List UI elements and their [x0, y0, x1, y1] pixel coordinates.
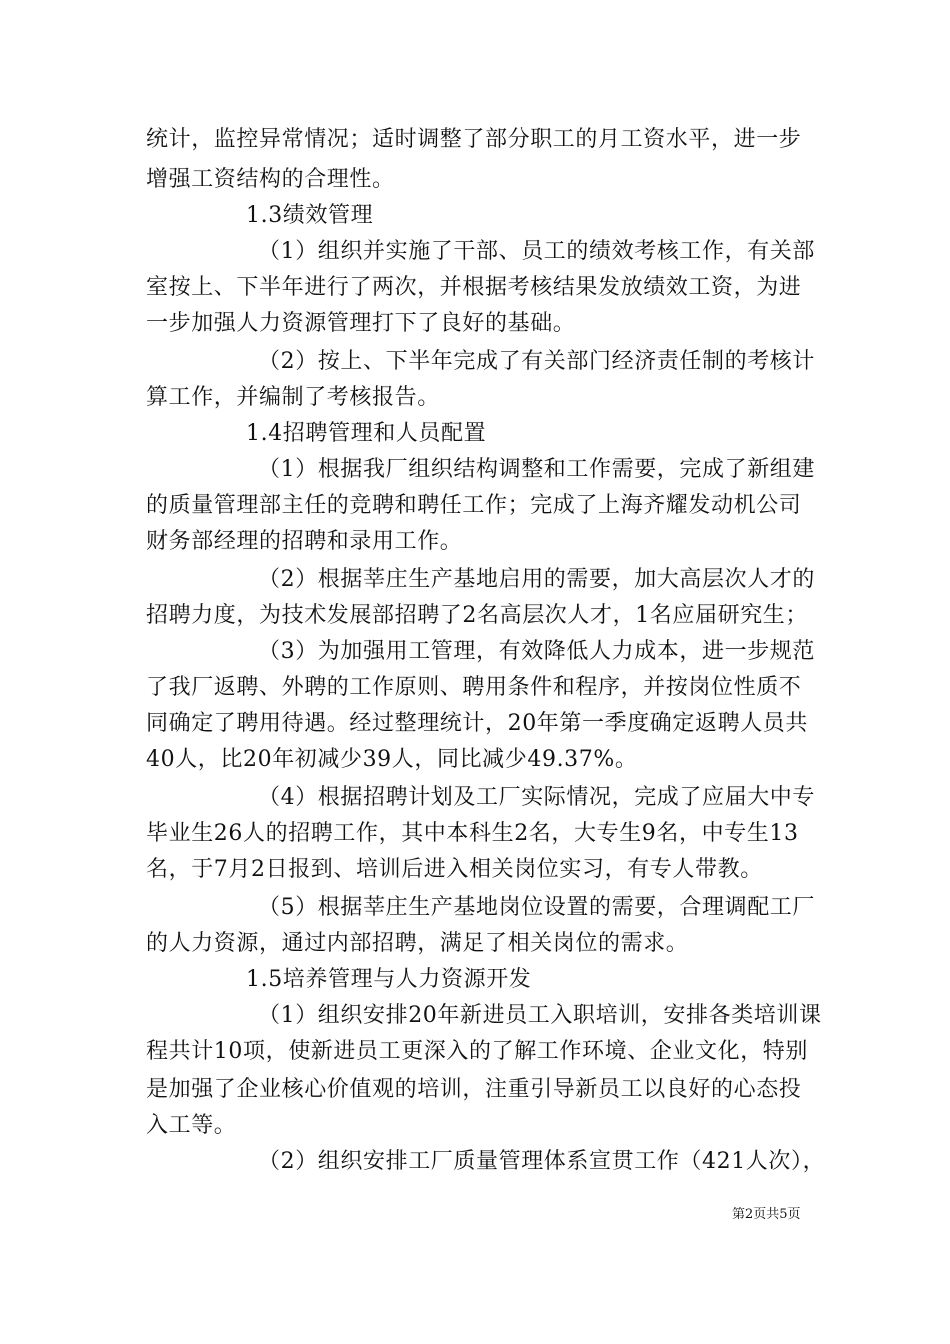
paragraph-line: 同确定了聘用待遇。经过整理统计，20年第一季度确定返聘人员共	[146, 711, 808, 736]
paragraph-line: 的人力资源，通过内部招聘，满足了相关岗位的需求。	[146, 931, 689, 956]
paragraph-line: （1）组织安排20年新进员工入职培训，安排各类培训课	[258, 1003, 822, 1028]
paragraph-line: （4）根据招聘计划及工厂实际情况，完成了应届大中专	[258, 785, 815, 810]
paragraph-line: （1）根据我厂组织结构调整和工作需要，完成了新组建	[258, 457, 815, 482]
paragraph-line: 名，于7月2日报到、培训后进入相关岗位实习，有专人带教。	[146, 857, 763, 882]
paragraph-line: 40人，比20年初减少39人，同比减少49.37%。	[146, 747, 638, 772]
paragraph-line: 算工作，并编制了考核报告。	[146, 385, 440, 410]
paragraph-line: （3）为加强用工管理，有效降低人力成本，进一步规范	[258, 639, 815, 664]
paragraph-line: （2）组织安排工厂质量管理体系宣贯工作（421人次），	[258, 1149, 826, 1174]
paragraph-line: （1）组织并实施了干部、员工的绩效考核工作，有关部	[258, 239, 815, 264]
section-heading-1-4: 1.4招聘管理和人员配置	[246, 421, 487, 446]
paragraph-line: 统计，监控异常情况；适时调整了部分职工的月工资水平，进一步	[146, 127, 802, 152]
paragraph-line: 招聘力度，为技术发展部招聘了2名高层次人才，1名应届研究生；	[146, 603, 808, 628]
paragraph-line: 室按上、下半年进行了两次，并根据考核结果发放绩效工资，为进	[146, 275, 802, 300]
section-heading-1-5: 1.5培养管理与人力资源开发	[246, 967, 532, 992]
paragraph-line: 是加强了企业核心价值观的培训，注重引导新员工以良好的心态投	[146, 1077, 802, 1102]
paragraph-line: 入工等。	[146, 1113, 237, 1138]
paragraph-line: 毕业生26人的招聘工作，其中本科生2名，大专生9名，中专生13	[146, 821, 799, 846]
paragraph-line: （2）按上、下半年完成了有关部门经济责任制的考核计	[258, 349, 815, 374]
paragraph-line: 了我厂返聘、外聘的工作原则、聘用条件和程序，并按岗位性质不	[146, 675, 802, 700]
paragraph-line: 一步加强人力资源管理打下了良好的基础。	[146, 311, 576, 336]
paragraph-line: 程共计10项，使新进员工更深入的了解工作环境、企业文化，特别	[146, 1039, 808, 1064]
paragraph-line: 的质量管理部主任的竞聘和聘任工作；完成了上海齐耀发动机公司	[146, 493, 802, 518]
paragraph-line: （5）根据莘庄生产基地岗位设置的需要，合理调配工厂	[258, 895, 815, 920]
section-heading-1-3: 1.3绩效管理	[246, 203, 374, 228]
paragraph-line: 财务部经理的招聘和录用工作。	[146, 529, 463, 554]
page-number-footer: 第2页共5页	[732, 1207, 801, 1222]
paragraph-line: （2）根据莘庄生产基地启用的需要，加大高层次人才的	[258, 567, 815, 592]
paragraph-line: 增强工资结构的合理性。	[146, 167, 395, 192]
